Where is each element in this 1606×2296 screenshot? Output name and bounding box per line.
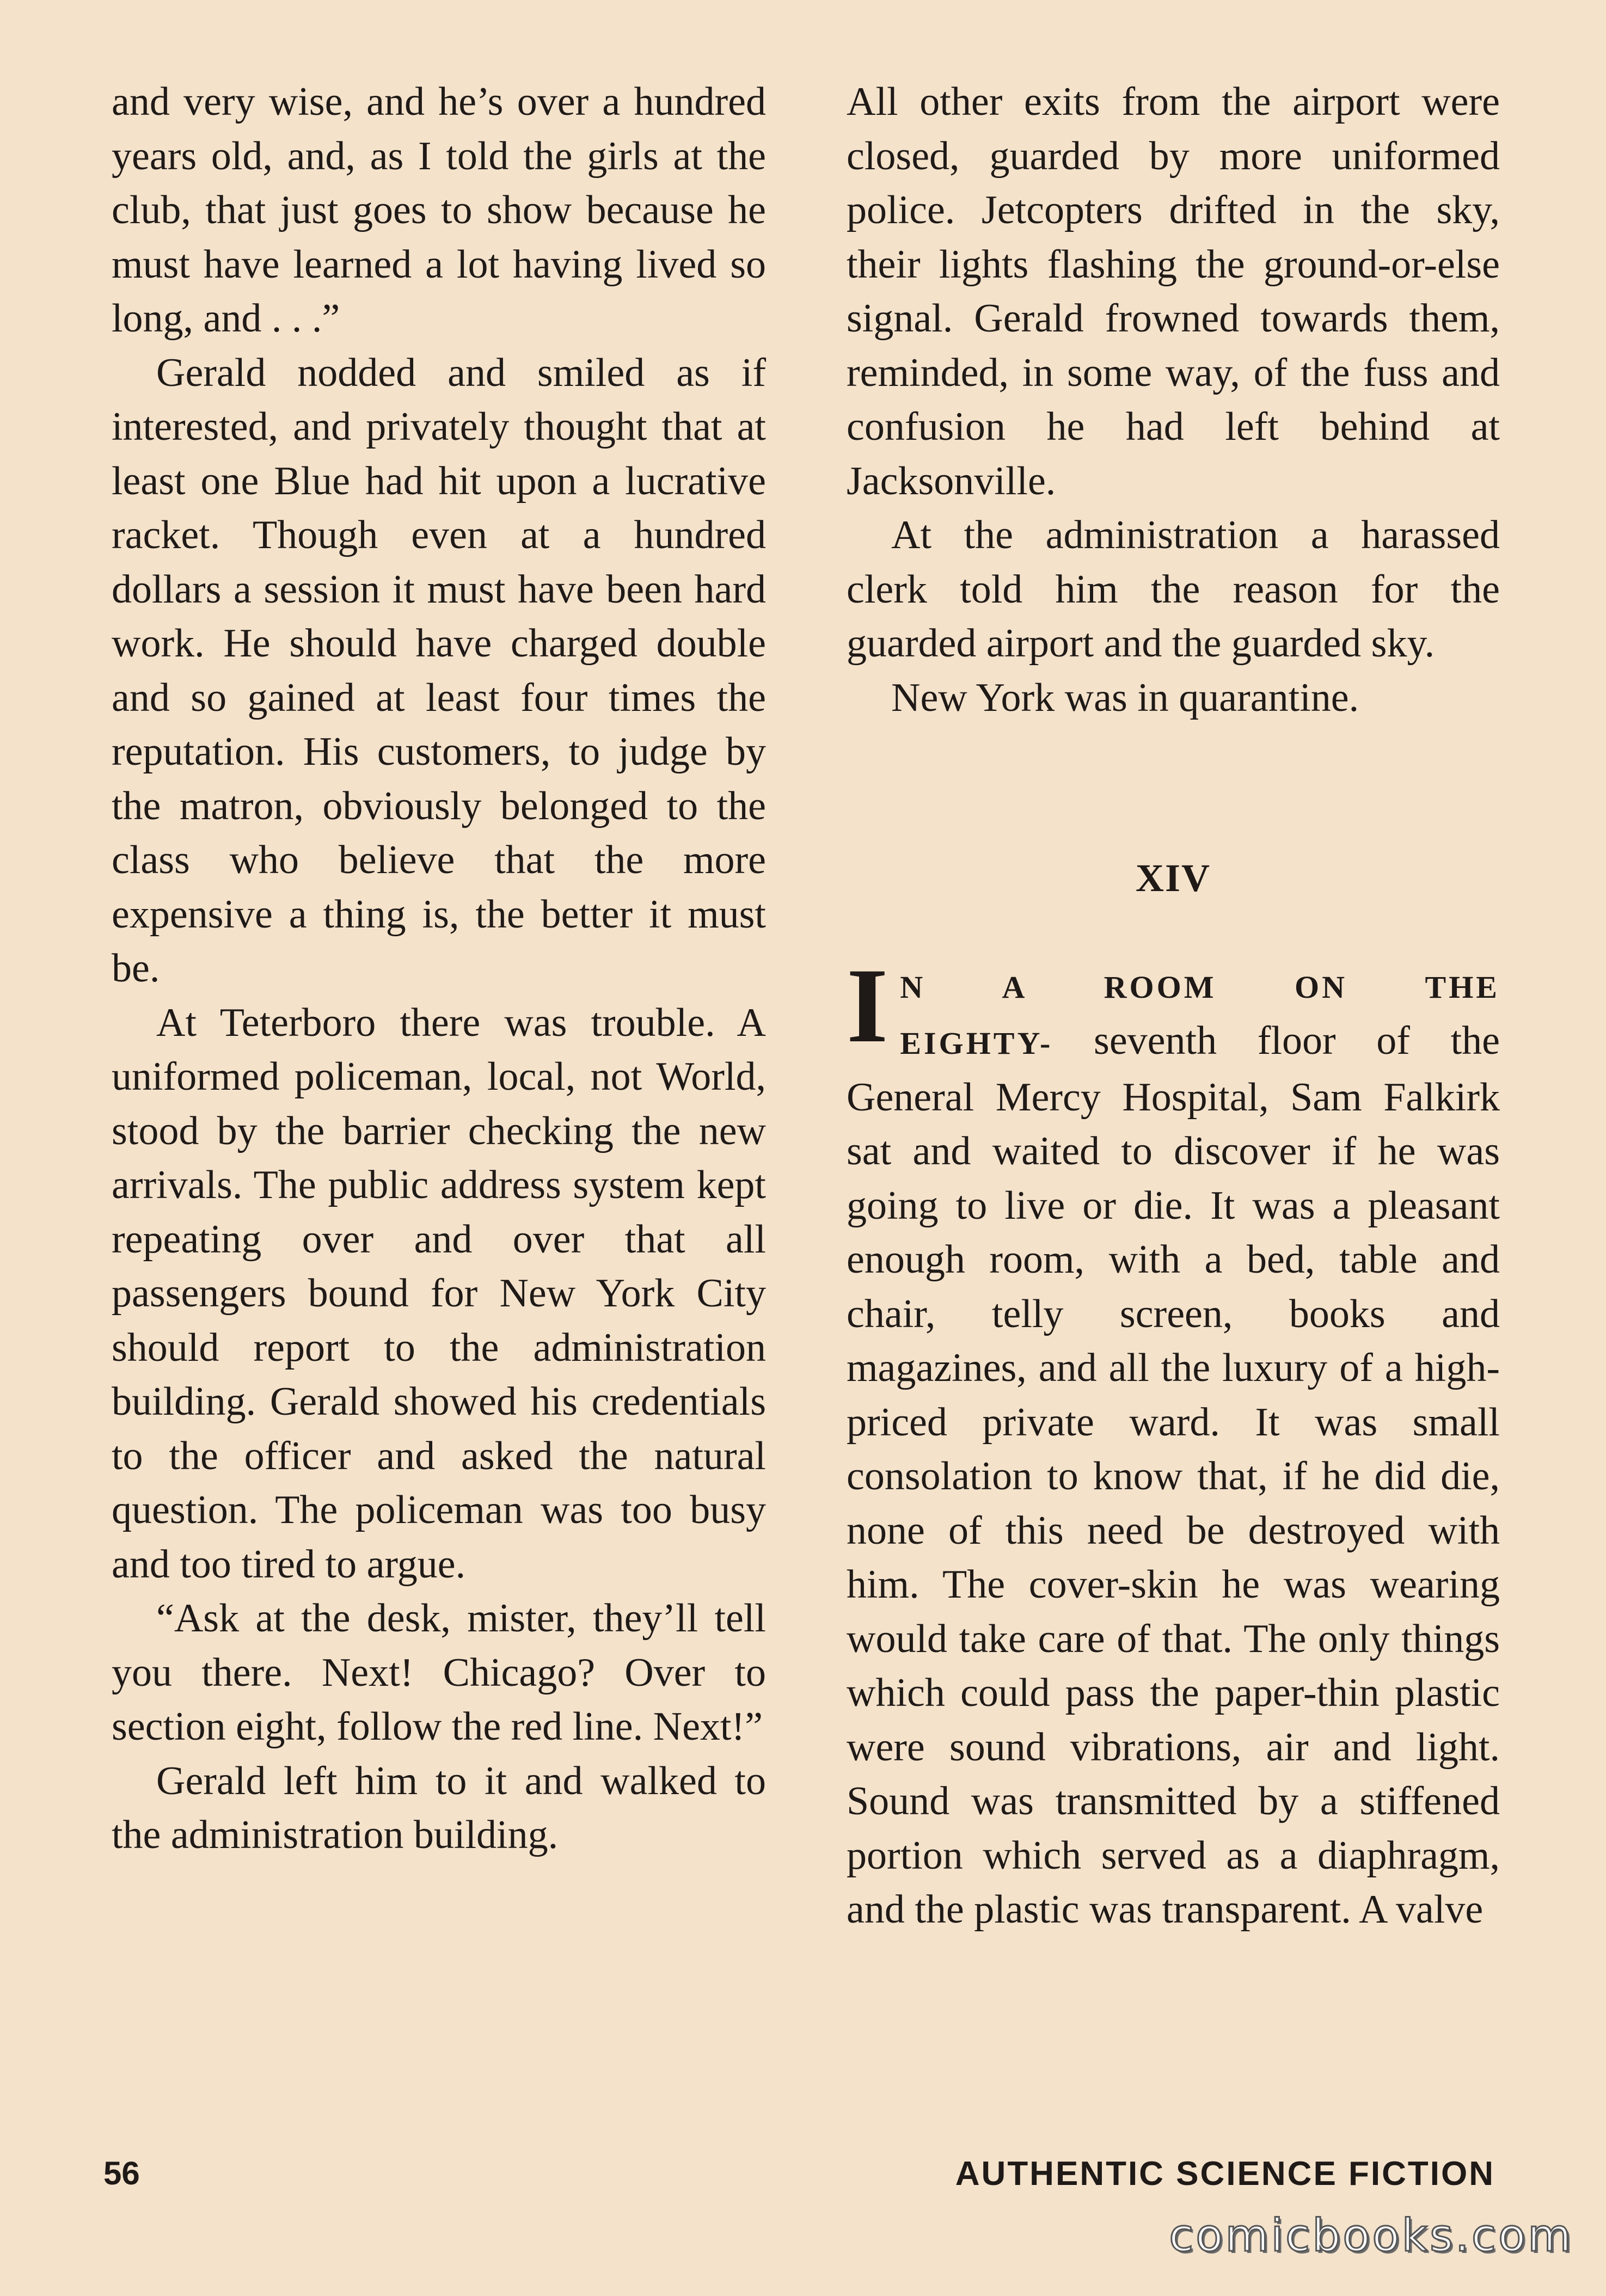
paragraph: Gerald left him to it and walked to the administration building.: [112, 1758, 766, 1857]
chapter-heading: XIV: [1135, 856, 1211, 900]
page-number: 56: [103, 2155, 140, 2191]
drop-cap: I: [847, 946, 888, 1065]
paragraph: At the administration a harassed clerk told him the reason for the guarded airport and the guarded sky.: [847, 513, 1500, 666]
paragraph: and very wise, and he’s over a hundred years old, and, as I told the girls at the club, that just goes to show because he must have learned a lot having lived so long, and . . .”: [112, 79, 766, 341]
paragraph: Gerald nodded and smiled as if interested, and privately thought that at least one Blue had hit upon a lucrative racket. Though even at a hundred dollars a session it must have been hard work. He should have charged double and so gained at least four times the reputation. His customers, to judge by the matron, obviously belonged to the class who believe that the more expensive a thing is, the better it must be.: [112, 350, 766, 991]
paragraph: New York was in quarantine.: [891, 675, 1359, 720]
chapter-opening-text: seventh floor of the General Mercy Hospital, Sam Falkirk sat and waited to discover if he was going to live or die. It was a pleasant enough room, with a bed, table and chair, telly screen, books and magazines, and all the luxury of a high-priced private ward. It was small consolation to know that, if he did die, none of this need be destroyed with him. The cover-skin he was wearing would take care of that. The only things which could pass the paper-thin plastic were sound vibrations, air and light. Sound was transmitted by a stiffened portion which served as a diaphragm, and the plastic was transparent. A valve: [847, 1018, 1500, 1932]
right-column: [847, 75, 1500, 1937]
running-title: AUTHENTIC SCIENCE FICTION: [955, 2155, 1495, 2193]
paragraph: At Teterboro there was trouble. A uniformed policeman, local, not World, stood by the barrier checking the new arrivals. The public address system kept repeating over and over that all passengers bound for New York City should report to the administration building. Gerald showed his credentials to the officer and asked the natural question. The policeman was too busy and too tired to argue.: [112, 1000, 766, 1587]
watermark: comicbooks.com: [1169, 2210, 1573, 2262]
page-footer: [0, 2154, 1606, 2198]
chapter-opening-paragraph: [847, 946, 1500, 1937]
paragraph: All other exits from the airport were closed, guarded by more uniformed police. Jetcopters drifted in the sky, their lights flashing the ground-or-else signal. Gerald frowned towards them, reminded, in some way, of the fuss and confusion he had left behind at Jacksonville.: [847, 79, 1500, 504]
left-column: [112, 75, 766, 1863]
paragraph: “Ask at the desk, mister, they’ll tell you there. Next! Chicago? Over to section eight, follow the red line. Next!”: [112, 1596, 766, 1749]
small-caps-lead: N A ROOM ON THE EIGHTY-: [900, 969, 1500, 1061]
